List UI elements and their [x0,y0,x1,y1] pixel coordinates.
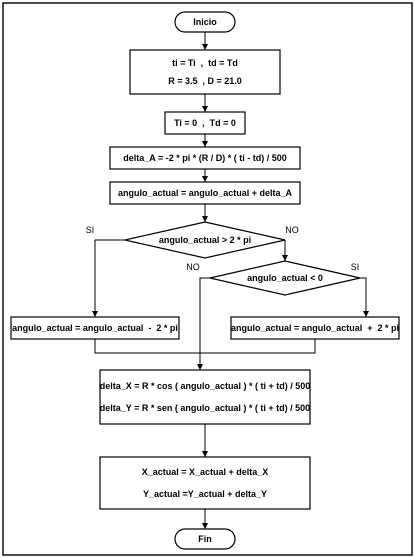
edge-cond1-to-sub2pi [95,240,125,317]
node-label-actual-0: X_actual = X_actual + delta_X [141,467,269,477]
node-label-angulo-0: angulo_actual = angulo_actual + delta_A [117,188,293,198]
node-label-delta_a-0: delta_A = -2 * pi * (R / D) * ( ti - td) / 500 [123,153,287,163]
node-cond2 [210,261,360,295]
edge-label-si-cond1: SI [85,225,95,235]
node-reset [165,112,245,134]
node-angulo [110,182,300,204]
node-label-cond1-0: angulo_actual > 2 * pi [158,235,252,245]
edge-label-si-cond2: SI [350,262,360,272]
node-label-sub2pi-0: angulo_actual = angulo_actual - 2 * pi [12,323,178,333]
node-sub2pi [11,317,179,339]
node-label-reset-0: Ti = 0 , Td = 0 [174,118,236,128]
node-label-init-0: ti = Ti , td = Td [172,58,238,68]
node-label-actual-1: Y_actual =Y_actual + delta_Y [142,489,268,499]
nodes-layer [11,12,399,549]
node-add2pi [231,317,399,339]
edge-add2pi-to-deltas [200,339,315,353]
node-label-deltas-0: delta_X = R * cos ( angulo_actual ) * ( ti + td) / 500 [99,381,311,391]
node-deltas [100,370,311,424]
node-label-inicio-0: Inicio [193,17,217,27]
node-label-init-1: R = 3.5 , D = 21.0 [168,76,242,86]
edge-sub2pi-to-deltas [95,339,200,353]
node-label-cond2-0: angulo_actual < 0 [247,273,323,283]
edge-label-no-cond1: NO [285,225,299,235]
node-label-fin-0: Fin [198,534,212,544]
node-actual [100,457,310,509]
node-delta_a [110,147,300,169]
node-inicio [175,12,235,32]
edge-cond2-to-deltas [200,278,210,370]
node-cond1 [125,222,285,258]
edge-label-no-cond2: NO [186,262,200,272]
node-fin [175,529,235,549]
node-shape-init [130,50,280,94]
node-init [130,50,280,94]
node-shape-actual [100,457,310,509]
node-label-add2pi-0: angulo_actual = angulo_actual + 2 * pi [230,323,400,333]
edge-cond2-to-add2pi [360,278,366,317]
node-label-deltas-1: delta_Y = R * sen ( angulo_actual ) * ( ti + td) / 500 [99,403,311,413]
node-shape-deltas [100,370,310,424]
